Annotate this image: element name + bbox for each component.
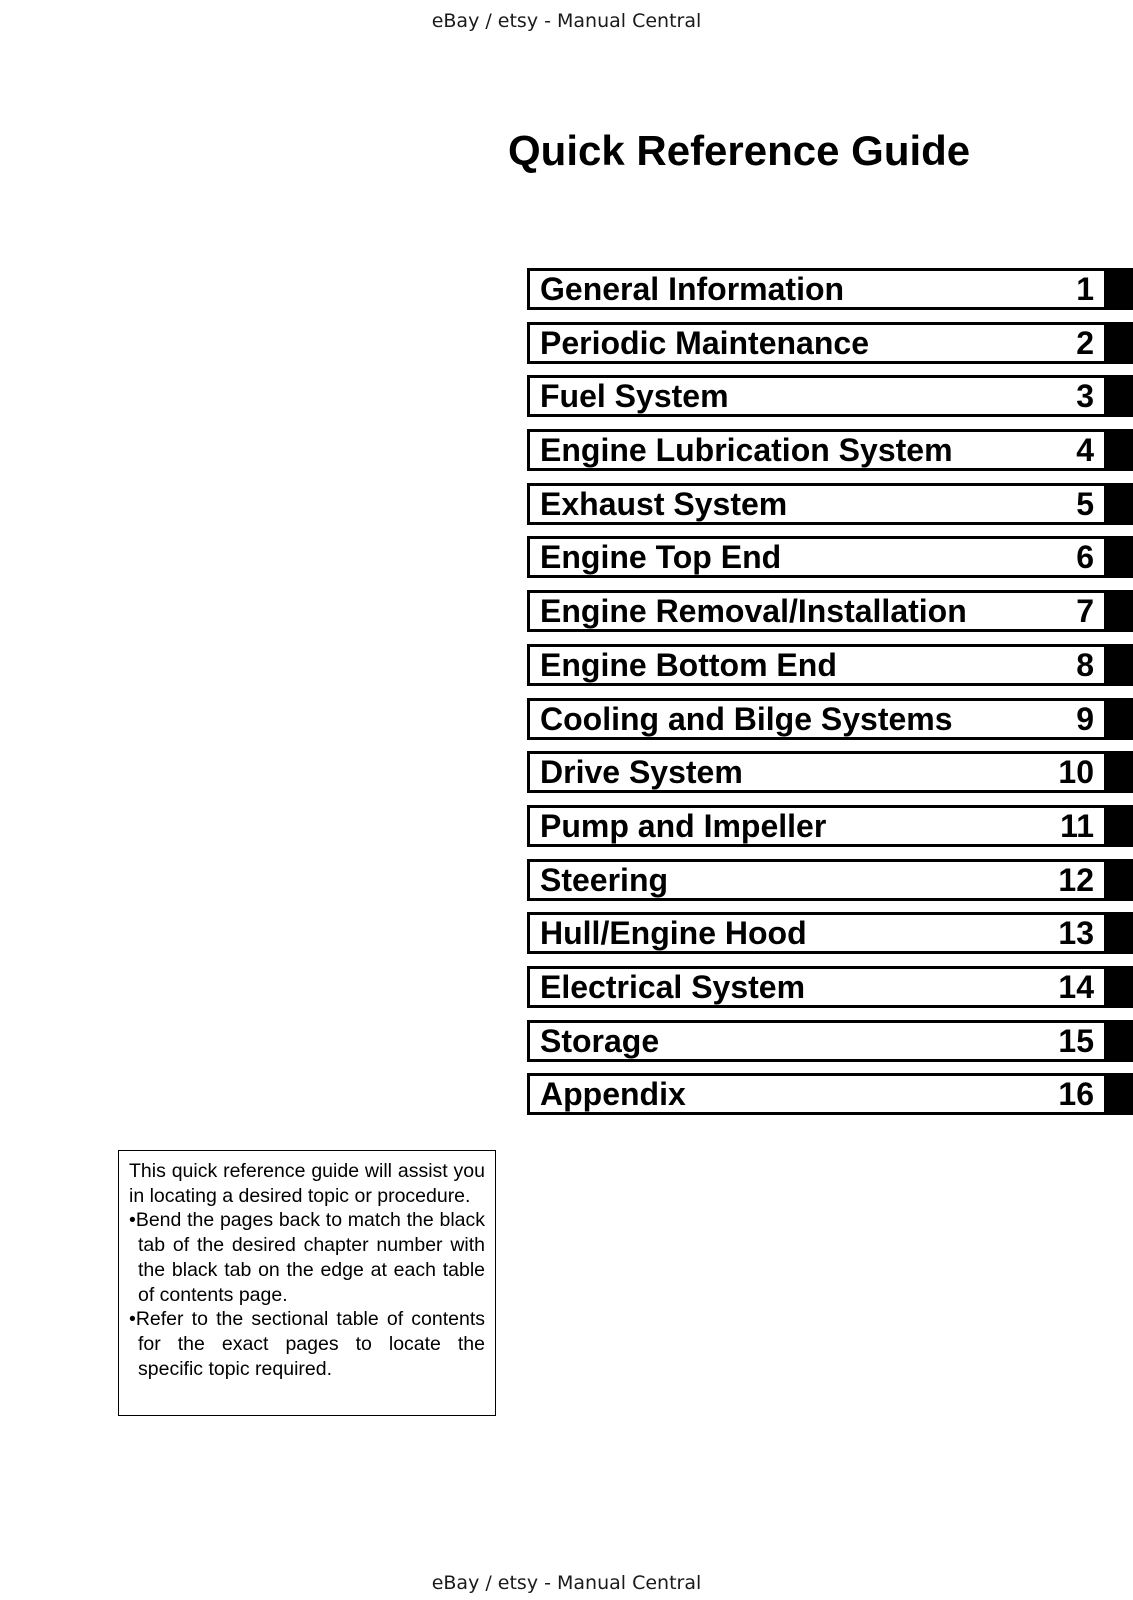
toc-item-electrical-system[interactable]: [527, 966, 1133, 1008]
toc-item-box[interactable]: [527, 912, 1107, 954]
chapter-tab-marker: [1107, 859, 1133, 901]
instructions-bullet: •Bend the pages back to match the black tab of the desired chapter number with the black tab on the edge at each table of contents page.: [129, 1209, 485, 1306]
page-header: eBay / etsy - Manual Central: [431, 10, 702, 32]
toc-item-box[interactable]: [527, 966, 1107, 1008]
toc-item-number: 10: [1058, 754, 1094, 791]
toc-item-engine-lubrication-system[interactable]: [527, 429, 1133, 471]
toc-item-number: 12: [1058, 861, 1094, 898]
toc-item-label: Engine Removal/Installation: [540, 593, 967, 630]
chapter-tab-marker: [1107, 805, 1133, 847]
toc-item-box[interactable]: [527, 590, 1107, 632]
toc-item-label: Exhaust System: [540, 485, 788, 522]
toc-item-cooling-and-bilge-systems[interactable]: [527, 698, 1133, 740]
toc-item-box[interactable]: [527, 859, 1107, 901]
toc-item-number: 14: [1058, 968, 1094, 1005]
toc-item-label: Periodic Maintenance: [540, 324, 869, 361]
toc-item-number: 9: [1076, 700, 1094, 737]
toc-item-number: 2: [1076, 324, 1094, 361]
toc-item-box[interactable]: [527, 644, 1107, 686]
toc-item-storage[interactable]: [527, 1020, 1133, 1062]
toc-item-label: Fuel System: [540, 378, 729, 415]
instructions-intro: This quick reference guide will assist you in locating a desired topic or procedure.: [129, 1160, 485, 1207]
toc-item-pump-and-impeller[interactable]: [527, 805, 1133, 847]
toc-item-label: Hull/Engine Hood: [540, 915, 807, 952]
toc-item-number: 1: [1076, 271, 1094, 307]
chapter-tab-marker: [1107, 536, 1133, 578]
toc-item-periodic-maintenance[interactable]: [527, 322, 1133, 364]
toc-item-label: General Information: [540, 271, 845, 307]
toc-item-number: 4: [1076, 432, 1094, 469]
toc-item-label: Storage: [540, 1022, 660, 1059]
quick-reference-toc: [527, 268, 1133, 1127]
toc-item-label: Engine Bottom End: [540, 646, 837, 683]
toc-item-box[interactable]: [527, 536, 1107, 578]
toc-item-exhaust-system[interactable]: [527, 483, 1133, 525]
chapter-tab-marker: [1107, 375, 1133, 417]
chapter-tab-marker: [1107, 912, 1133, 954]
toc-item-box[interactable]: [527, 698, 1107, 740]
toc-item-engine-removal-installation[interactable]: [527, 590, 1133, 632]
toc-item-box[interactable]: [527, 483, 1107, 525]
toc-item-box[interactable]: [527, 1073, 1107, 1115]
toc-item-label: Electrical System: [540, 968, 806, 1005]
toc-item-hull-engine-hood[interactable]: [527, 912, 1133, 954]
toc-item-number: 7: [1076, 593, 1094, 630]
usage-instructions-box: [118, 1150, 496, 1416]
toc-item-box[interactable]: [527, 1020, 1107, 1062]
toc-item-drive-system[interactable]: [527, 751, 1133, 793]
toc-item-label: Pump and Impeller: [540, 807, 827, 844]
toc-item-label: Engine Lubrication System: [540, 432, 953, 469]
chapter-tab-marker: [1107, 322, 1133, 364]
chapter-tab-marker: [1107, 644, 1133, 686]
toc-item-number: 8: [1076, 646, 1094, 683]
toc-item-fuel-system[interactable]: [527, 375, 1133, 417]
chapter-tab-marker: [1107, 268, 1133, 310]
toc-item-label: Cooling and Bilge Systems: [540, 700, 953, 737]
toc-item-number: 6: [1076, 539, 1094, 576]
toc-item-box[interactable]: [527, 375, 1107, 417]
toc-item-number: 5: [1076, 485, 1094, 522]
toc-item-number: 11: [1060, 807, 1094, 844]
toc-item-number: 3: [1076, 378, 1094, 415]
chapter-tab-marker: [1107, 1020, 1133, 1062]
toc-item-label: Drive System: [540, 754, 743, 791]
page-footer: eBay / etsy - Manual Central: [431, 1572, 702, 1594]
chapter-tab-marker: [1107, 1073, 1133, 1115]
toc-item-number: 15: [1058, 1022, 1094, 1059]
toc-item-box[interactable]: [527, 322, 1107, 364]
toc-item-label: Appendix: [540, 1076, 686, 1113]
page-title: Quick Reference Guide: [508, 127, 971, 174]
instructions-bullet: •Refer to the sectional table of contents for the exact pages to locate the specific topic required.: [129, 1308, 485, 1380]
toc-item-box[interactable]: [527, 805, 1107, 847]
toc-item-general-information[interactable]: [527, 268, 1133, 310]
toc-item-engine-top-end[interactable]: [527, 536, 1133, 578]
toc-item-number: 13: [1058, 915, 1094, 952]
toc-item-engine-bottom-end[interactable]: [527, 644, 1133, 686]
toc-item-appendix[interactable]: [527, 1073, 1133, 1115]
chapter-tab-marker: [1107, 590, 1133, 632]
toc-item-box[interactable]: [527, 268, 1107, 310]
chapter-tab-marker: [1107, 483, 1133, 525]
toc-item-number: 16: [1058, 1076, 1094, 1113]
toc-item-steering[interactable]: [527, 859, 1133, 901]
toc-item-box[interactable]: [527, 751, 1107, 793]
toc-item-box[interactable]: [527, 429, 1107, 471]
chapter-tab-marker: [1107, 966, 1133, 1008]
toc-item-label: Steering: [540, 861, 669, 898]
toc-item-label: Engine Top End: [540, 539, 782, 576]
chapter-tab-marker: [1107, 429, 1133, 471]
chapter-tab-marker: [1107, 698, 1133, 740]
chapter-tab-marker: [1107, 751, 1133, 793]
